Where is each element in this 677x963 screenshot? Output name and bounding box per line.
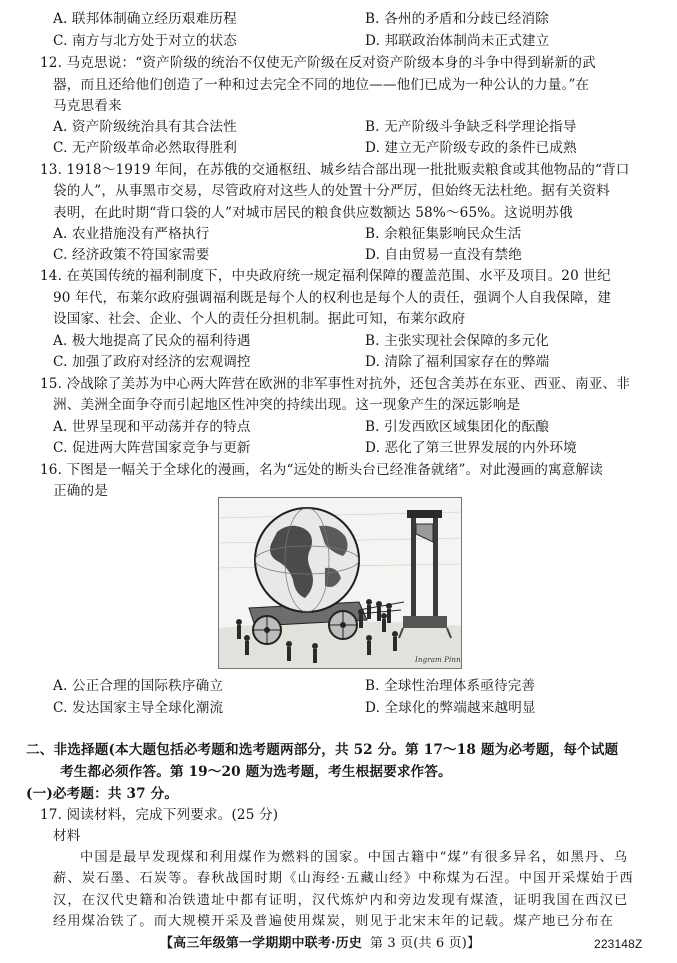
q11-option-a: A. 联邦体制确立经历艰难历程 — [53, 11, 237, 27]
q16-option-d: D. 全球化的弊端越来越明显 — [365, 700, 536, 716]
q12-option-b: B. 无产阶级斗争缺乏科学理论指导 — [365, 119, 577, 135]
q11-option-b: B. 各州的矛盾和分歧已经消除 — [365, 11, 550, 27]
q12-stem-line-3: 马克思看来 — [53, 98, 122, 114]
footer-title: 【高三年级第一学期期中联考·历史 — [160, 936, 362, 951]
q13-option-d: D. 自由贸易一直没有禁绝 — [365, 247, 522, 263]
q13-option-a: A. 农业措施没有严格执行 — [53, 226, 210, 242]
q13-stem-line-3: 表明，在此时期“背口袋的人”对城市居民的粮食供应数额达 58%～65%。这说明苏俄 — [53, 205, 573, 221]
section-2-heading-cont: 考生都必须作答。第 19～20 题为选考题，考生根据要求作答。 — [60, 764, 452, 780]
q14-option-d: D. 清除了福利国家存在的弊端 — [365, 354, 550, 370]
q12-stem-line-2: 器，而且还给他们创造了一种和过去完全不同的地位——他们已成为一种公认的力量。”在 — [53, 77, 590, 93]
section-2-heading: 二、非选择题(本大题包括必考题和选考题两部分，共 52 分。第 17～18 题为必考题，每个试题 — [26, 742, 619, 758]
q15-option-a: A. 世界呈现和平动荡并存的特点 — [53, 419, 251, 435]
q13-stem-line-1: 13. 1918～1919 年间，在苏俄的交通枢纽、城乡结合部出现一批批贩卖粮食或其他物品的“背口 — [40, 162, 630, 178]
q11-option-d: D. 邦联政治体制尚未正式建立 — [365, 33, 550, 49]
q15-stem-line-2: 洲、美洲全面争夺而引起地区性冲突的持续出现。这一现象产生的深远影响是 — [53, 397, 521, 413]
q16-option-c: C. 发达国家主导全球化潮流 — [53, 700, 224, 716]
q14-stem-line-3: 设国家、社会、企业、个人的责任分担机制。据此可知，布莱尔政府 — [53, 311, 466, 327]
q15-option-c: C. 促进两大阵营国家竞争与更新 — [53, 440, 251, 456]
q12-stem-line-1: 12. 马克思说：“资产阶级的统治不仅使无产阶级在反对资产阶级本身的斗争中得到崭新的武 — [40, 55, 596, 71]
q15-option-b: B. 引发西欧区域集团化的酝酿 — [365, 419, 550, 435]
q13-option-b: B. 余粮征集影响民众生活 — [365, 226, 522, 242]
q13-option-c: C. 经济政策不符国家需要 — [53, 247, 210, 263]
cartoon-signature: Ingram Pinn — [415, 656, 461, 664]
q17-material-line-4: 经用煤冶铁了。而大规模开采及普遍使用煤炭，则见于北宋末年的记载。煤产地已分布在 — [53, 914, 615, 929]
q14-option-c: C. 加强了政府对经济的宏观调控 — [53, 354, 251, 370]
q14-stem-line-1: 14. 在英国传统的福利制度下，中央政府统一规定福利保障的覆盖范围、水平及项目。20 世纪 — [40, 268, 611, 284]
cartoon-drawing — [219, 498, 461, 668]
q13-stem-line-2: 袋的人”，从事黑市交易，尽管政府对这些人的处置十分严厉，但始终无法杜绝。据有关资料 — [53, 183, 610, 199]
q12-option-c: C. 无产阶级革命必然取得胜利 — [53, 140, 237, 156]
q14-stem-line-2: 90 年代，布莱尔政府强调福利既是每个人的权利也是每个人的责任，强调个人自我保障，建 — [53, 290, 612, 306]
globe-drawing — [255, 508, 359, 612]
q16-stem-line-1: 16. 下图是一幅关于全球化的漫画，名为“远处的断头台已经准备就绪”。对此漫画的寓意解读 — [40, 462, 603, 478]
q17-stem: 17. 阅读材料，完成下列要求。(25 分) — [40, 807, 279, 823]
q11-option-c: C. 南方与北方处于对立的状态 — [53, 33, 237, 49]
q17-material-line-1: 中国是最早发现煤和利用煤作为燃料的国家。中国古籍中“煤”有很多异名，如黑丹、乌 — [80, 850, 629, 865]
q14-option-a: A. 极大地提高了民众的福利待遇 — [53, 333, 251, 349]
q15-option-d: D. 恶化了第三世界发展的内外环境 — [365, 440, 577, 456]
q16-stem-line-2: 正确的是 — [53, 483, 108, 499]
globalization-cartoon — [218, 497, 462, 669]
page-footer — [0, 934, 677, 954]
q12-option-a: A. 资产阶级统治具有其合法性 — [53, 119, 237, 135]
q14-option-b: B. 主张实现社会保障的多元化 — [365, 333, 550, 349]
footer-code: 223148Z — [594, 937, 643, 951]
q12-option-d: D. 建立无产阶级专政的条件已成熟 — [365, 140, 577, 156]
q16-option-a: A. 公正合理的国际秩序确立 — [53, 678, 224, 694]
footer-exam-title — [160, 934, 480, 954]
q17-material-label: 材料 — [53, 828, 81, 844]
footer-page-number: 第 3 页(共 6 页)】 — [369, 936, 481, 951]
guillotine-drawing — [399, 510, 451, 638]
section-2-subheading: (一)必考题：共 37 分。 — [26, 786, 179, 802]
q16-option-b: B. 全球性治理体系亟待完善 — [365, 678, 536, 694]
q17-material-line-2: 薪、炭石墨、石炭等。春秋战国时期《山海经·五藏山经》中称煤为石涅。中国开采煤始于西 — [53, 871, 634, 886]
q15-stem-line-1: 15. 冷战除了美苏为中心两大阵营在欧洲的非军事性对抗外，还包含美苏在东亚、西亚、南亚、非 — [40, 376, 631, 392]
q17-material-line-3: 汉，在汉代史籍和冶铁遗址中都有证明，汉代炼炉内和旁边发现有煤渣，证明我国在西汉已 — [53, 893, 629, 908]
